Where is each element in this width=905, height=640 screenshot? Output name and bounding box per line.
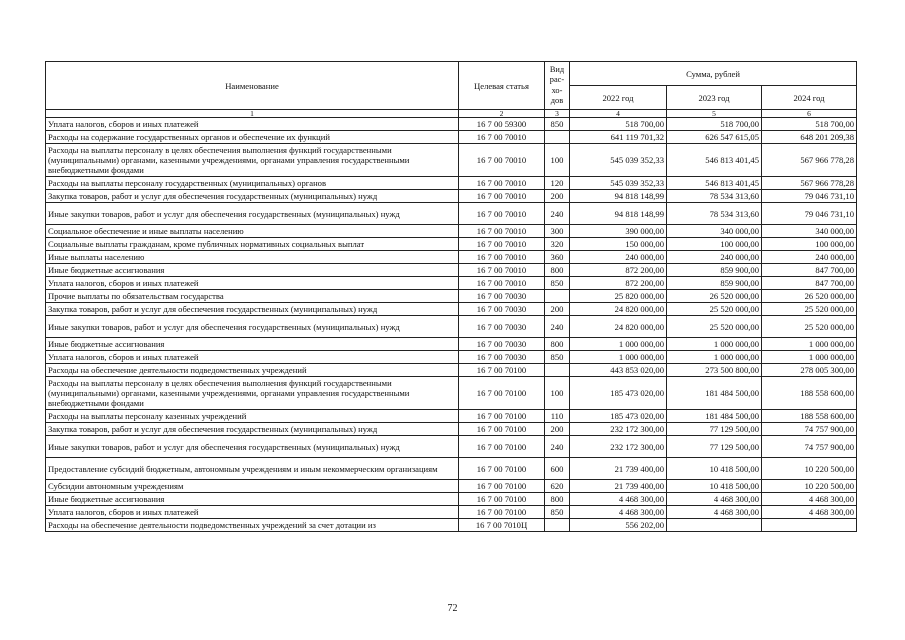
row-target-code: 16 7 00 70010 (459, 277, 545, 290)
row-sum-2024: 10 220 500,00 (762, 480, 857, 493)
row-sum-2024: 567 966 778,28 (762, 177, 857, 190)
row-sum-2022: 4 468 300,00 (570, 506, 667, 519)
row-name: Закупка товаров, работ и услуг для обеспечения государственных (муниципальных) нужд (46, 423, 459, 436)
row-sum-2024: 1 000 000,00 (762, 351, 857, 364)
column-index: 1 (46, 110, 459, 118)
table-row (46, 290, 857, 303)
row-sum-2023: 859 900,00 (667, 277, 762, 290)
row-sum-2024: 567 966 778,28 (762, 144, 857, 177)
column-index: 4 (570, 110, 667, 118)
row-expense-kind (545, 519, 570, 532)
budget-table (45, 61, 857, 532)
row-target-code: 16 7 00 70030 (459, 303, 545, 316)
row-sum-2023: 240 000,00 (667, 251, 762, 264)
row-target-code: 16 7 00 70100 (459, 493, 545, 506)
row-sum-2024: 278 005 300,00 (762, 364, 857, 377)
row-name: Расходы на выплаты персоналу в целях обеспечения выполнения функций государственными (муниципальными) органами, казенными учреждениями, органами управления государственными внебюджетными фондами (46, 144, 459, 177)
row-sum-2023: 4 468 300,00 (667, 506, 762, 519)
row-expense-kind: 800 (545, 264, 570, 277)
row-expense-kind: 850 (545, 277, 570, 290)
row-name: Закупка товаров, работ и услуг для обеспечения государственных (муниципальных) нужд (46, 190, 459, 203)
row-name: Закупка товаров, работ и услуг для обеспечения государственных (муниципальных) нужд (46, 303, 459, 316)
table-row (46, 423, 857, 436)
row-name: Уплата налогов, сборов и иных платежей (46, 351, 459, 364)
table-row (46, 410, 857, 423)
row-target-code: 16 7 00 70030 (459, 316, 545, 338)
column-index: 6 (762, 110, 857, 118)
table-row (46, 316, 857, 338)
table-row (46, 493, 857, 506)
row-expense-kind: 320 (545, 238, 570, 251)
table-row (46, 203, 857, 225)
table-row (46, 144, 857, 177)
row-sum-2023 (667, 519, 762, 532)
row-sum-2023: 25 520 000,00 (667, 316, 762, 338)
table-row (46, 118, 857, 131)
row-target-code: 16 7 00 70010 (459, 251, 545, 264)
header-kind: Вид рас- хо- дов (545, 62, 570, 110)
row-sum-2023: 546 813 401,45 (667, 177, 762, 190)
row-name: Иные бюджетные ассигнования (46, 264, 459, 277)
row-target-code: 16 7 00 70100 (459, 423, 545, 436)
row-sum-2024: 4 468 300,00 (762, 493, 857, 506)
row-target-code: 16 7 00 70100 (459, 436, 545, 458)
row-target-code: 16 7 00 70010 (459, 203, 545, 225)
row-sum-2022: 1 000 000,00 (570, 351, 667, 364)
row-name: Расходы на содержание государственных органов и обеспечение их функций (46, 131, 459, 144)
row-expense-kind: 800 (545, 493, 570, 506)
row-name: Иные выплаты населению (46, 251, 459, 264)
row-sum-2022: 94 818 148,99 (570, 203, 667, 225)
column-index: 2 (459, 110, 545, 118)
row-sum-2023: 10 418 500,00 (667, 480, 762, 493)
row-sum-2022: 518 700,00 (570, 118, 667, 131)
row-name: Предоставление субсидий бюджетным, автономным учреждениям и иным некоммерческим организациям (46, 458, 459, 480)
row-name: Расходы на обеспечение деятельности подведомственных учреждений за счет дотации из (46, 519, 459, 532)
table-row (46, 458, 857, 480)
row-target-code: 16 7 00 70010 (459, 264, 545, 277)
row-sum-2022: 4 468 300,00 (570, 493, 667, 506)
row-expense-kind: 110 (545, 410, 570, 423)
row-expense-kind: 240 (545, 203, 570, 225)
row-sum-2024: 74 757 900,00 (762, 436, 857, 458)
header-year-2023: 2023 год (667, 86, 762, 110)
row-expense-kind: 300 (545, 225, 570, 238)
row-name: Расходы на выплаты персоналу в целях обеспечения выполнения функций государственными (муниципальными) органами, казенными учреждениями, органами управления государственными внебюджетными фондами (46, 377, 459, 410)
row-sum-2024: 79 046 731,10 (762, 190, 857, 203)
row-name: Иные бюджетные ассигнования (46, 338, 459, 351)
row-sum-2022: 545 039 352,33 (570, 144, 667, 177)
row-sum-2024: 518 700,00 (762, 118, 857, 131)
row-expense-kind: 850 (545, 118, 570, 131)
row-sum-2024: 25 520 000,00 (762, 303, 857, 316)
row-sum-2023: 181 484 500,00 (667, 377, 762, 410)
row-target-code: 16 7 00 70100 (459, 506, 545, 519)
row-target-code: 16 7 00 70100 (459, 377, 545, 410)
row-sum-2023: 78 534 313,60 (667, 203, 762, 225)
row-sum-2022: 24 820 000,00 (570, 316, 667, 338)
table-row (46, 519, 857, 532)
row-name: Социальное обеспечение и иные выплаты населению (46, 225, 459, 238)
row-sum-2023: 546 813 401,45 (667, 144, 762, 177)
row-sum-2022: 390 000,00 (570, 225, 667, 238)
column-index: 3 (545, 110, 570, 118)
row-target-code: 16 7 00 70010 (459, 131, 545, 144)
row-sum-2023: 181 484 500,00 (667, 410, 762, 423)
table-row (46, 480, 857, 493)
row-sum-2022: 545 039 352,33 (570, 177, 667, 190)
page-number: 72 (447, 603, 458, 614)
budget-sheet (45, 61, 856, 532)
table-row (46, 277, 857, 290)
row-sum-2022: 556 202,00 (570, 519, 667, 532)
row-target-code: 16 7 00 70010 (459, 225, 545, 238)
row-expense-kind (545, 131, 570, 144)
row-sum-2023: 4 468 300,00 (667, 493, 762, 506)
row-sum-2024: 26 520 000,00 (762, 290, 857, 303)
row-sum-2022: 185 473 020,00 (570, 410, 667, 423)
table-row (46, 506, 857, 519)
row-expense-kind: 200 (545, 423, 570, 436)
row-sum-2024: 240 000,00 (762, 251, 857, 264)
row-sum-2023: 626 547 615,05 (667, 131, 762, 144)
row-sum-2023: 100 000,00 (667, 238, 762, 251)
row-name: Иные закупки товаров, работ и услуг для обеспечения государственных (муниципальных) нужд (46, 436, 459, 458)
row-sum-2022: 25 820 000,00 (570, 290, 667, 303)
row-sum-2022: 21 739 400,00 (570, 480, 667, 493)
row-sum-2023: 10 418 500,00 (667, 458, 762, 480)
row-sum-2023: 77 129 500,00 (667, 423, 762, 436)
row-target-code: 16 7 00 70010 (459, 177, 545, 190)
row-target-code: 16 7 00 70030 (459, 351, 545, 364)
row-sum-2022: 443 853 020,00 (570, 364, 667, 377)
row-sum-2022: 232 172 300,00 (570, 436, 667, 458)
row-name: Расходы на обеспечение деятельности подведомственных учреждений (46, 364, 459, 377)
row-sum-2024: 25 520 000,00 (762, 316, 857, 338)
row-sum-2023: 518 700,00 (667, 118, 762, 131)
table-row (46, 225, 857, 238)
row-expense-kind: 240 (545, 436, 570, 458)
row-sum-2024: 74 757 900,00 (762, 423, 857, 436)
row-name: Уплата налогов, сборов и иных платежей (46, 118, 459, 131)
row-sum-2024: 1 000 000,00 (762, 338, 857, 351)
column-index-row (46, 110, 857, 118)
table-row (46, 436, 857, 458)
row-name: Субсидии автономным учреждениям (46, 480, 459, 493)
row-sum-2024: 847 700,00 (762, 264, 857, 277)
table-row (46, 190, 857, 203)
row-target-code: 16 7 00 70030 (459, 290, 545, 303)
row-target-code: 16 7 00 70010 (459, 190, 545, 203)
row-target-code: 16 7 00 70100 (459, 364, 545, 377)
row-sum-2022: 872 200,00 (570, 264, 667, 277)
row-expense-kind: 240 (545, 316, 570, 338)
table-row (46, 264, 857, 277)
row-sum-2024: 4 468 300,00 (762, 506, 857, 519)
header-sum: Сумма, рублей (570, 62, 857, 86)
table-row (46, 364, 857, 377)
table-row (46, 238, 857, 251)
table-row (46, 131, 857, 144)
row-sum-2022: 872 200,00 (570, 277, 667, 290)
row-target-code: 16 7 00 70030 (459, 338, 545, 351)
row-sum-2024: 188 558 600,00 (762, 377, 857, 410)
table-row (46, 251, 857, 264)
row-sum-2024: 100 000,00 (762, 238, 857, 251)
row-sum-2023: 77 129 500,00 (667, 436, 762, 458)
row-sum-2022: 24 820 000,00 (570, 303, 667, 316)
row-expense-kind: 800 (545, 338, 570, 351)
table-row (46, 177, 857, 190)
row-name: Иные бюджетные ассигнования (46, 493, 459, 506)
row-name: Социальные выплаты гражданам, кроме публичных нормативных социальных выплат (46, 238, 459, 251)
row-expense-kind: 360 (545, 251, 570, 264)
row-sum-2022: 94 818 148,99 (570, 190, 667, 203)
row-expense-kind: 620 (545, 480, 570, 493)
row-name: Расходы на выплаты персоналу казенных учреждений (46, 410, 459, 423)
row-sum-2022: 150 000,00 (570, 238, 667, 251)
row-sum-2022: 185 473 020,00 (570, 377, 667, 410)
header-year-2022: 2022 год (570, 86, 667, 110)
row-sum-2023: 273 500 800,00 (667, 364, 762, 377)
row-expense-kind: 120 (545, 177, 570, 190)
table-body (46, 118, 857, 532)
row-expense-kind: 100 (545, 144, 570, 177)
header-year-2024: 2024 год (762, 86, 857, 110)
table-row (46, 351, 857, 364)
row-sum-2024: 79 046 731,10 (762, 203, 857, 225)
row-sum-2024: 10 220 500,00 (762, 458, 857, 480)
row-expense-kind: 100 (545, 377, 570, 410)
row-expense-kind: 200 (545, 190, 570, 203)
row-target-code: 16 7 00 70100 (459, 480, 545, 493)
row-sum-2023: 25 520 000,00 (667, 303, 762, 316)
row-sum-2022: 232 172 300,00 (570, 423, 667, 436)
row-expense-kind: 850 (545, 506, 570, 519)
row-name: Уплата налогов, сборов и иных платежей (46, 506, 459, 519)
row-target-code: 16 7 00 7010Ц (459, 519, 545, 532)
row-sum-2022: 1 000 000,00 (570, 338, 667, 351)
table-row (46, 338, 857, 351)
row-target-code: 16 7 00 70010 (459, 144, 545, 177)
row-name: Иные закупки товаров, работ и услуг для обеспечения государственных (муниципальных) нужд (46, 203, 459, 225)
row-sum-2024 (762, 519, 857, 532)
row-expense-kind: 850 (545, 351, 570, 364)
row-expense-kind: 200 (545, 303, 570, 316)
row-expense-kind (545, 364, 570, 377)
row-name: Уплата налогов, сборов и иных платежей (46, 277, 459, 290)
row-sum-2023: 340 000,00 (667, 225, 762, 238)
row-sum-2023: 1 000 000,00 (667, 338, 762, 351)
row-sum-2023: 78 534 313,60 (667, 190, 762, 203)
header-target: Целевая статья (459, 62, 545, 110)
row-sum-2022: 21 739 400,00 (570, 458, 667, 480)
row-name: Прочие выплаты по обязательствам государства (46, 290, 459, 303)
row-target-code: 16 7 00 70010 (459, 238, 545, 251)
row-sum-2022: 641 119 701,32 (570, 131, 667, 144)
row-sum-2022: 240 000,00 (570, 251, 667, 264)
row-sum-2024: 847 700,00 (762, 277, 857, 290)
table-row (46, 377, 857, 410)
row-name: Расходы на выплаты персоналу государственных (муниципальных) органов (46, 177, 459, 190)
row-target-code: 16 7 00 59300 (459, 118, 545, 131)
row-expense-kind: 600 (545, 458, 570, 480)
row-sum-2023: 26 520 000,00 (667, 290, 762, 303)
table-row (46, 303, 857, 316)
row-sum-2023: 859 900,00 (667, 264, 762, 277)
row-sum-2024: 340 000,00 (762, 225, 857, 238)
row-target-code: 16 7 00 70100 (459, 458, 545, 480)
column-index: 5 (667, 110, 762, 118)
row-sum-2024: 188 558 600,00 (762, 410, 857, 423)
row-name: Иные закупки товаров, работ и услуг для обеспечения государственных (муниципальных) нужд (46, 316, 459, 338)
row-sum-2024: 648 201 209,38 (762, 131, 857, 144)
header-name: Наименование (46, 62, 459, 110)
row-target-code: 16 7 00 70100 (459, 410, 545, 423)
row-expense-kind (545, 290, 570, 303)
row-sum-2023: 1 000 000,00 (667, 351, 762, 364)
